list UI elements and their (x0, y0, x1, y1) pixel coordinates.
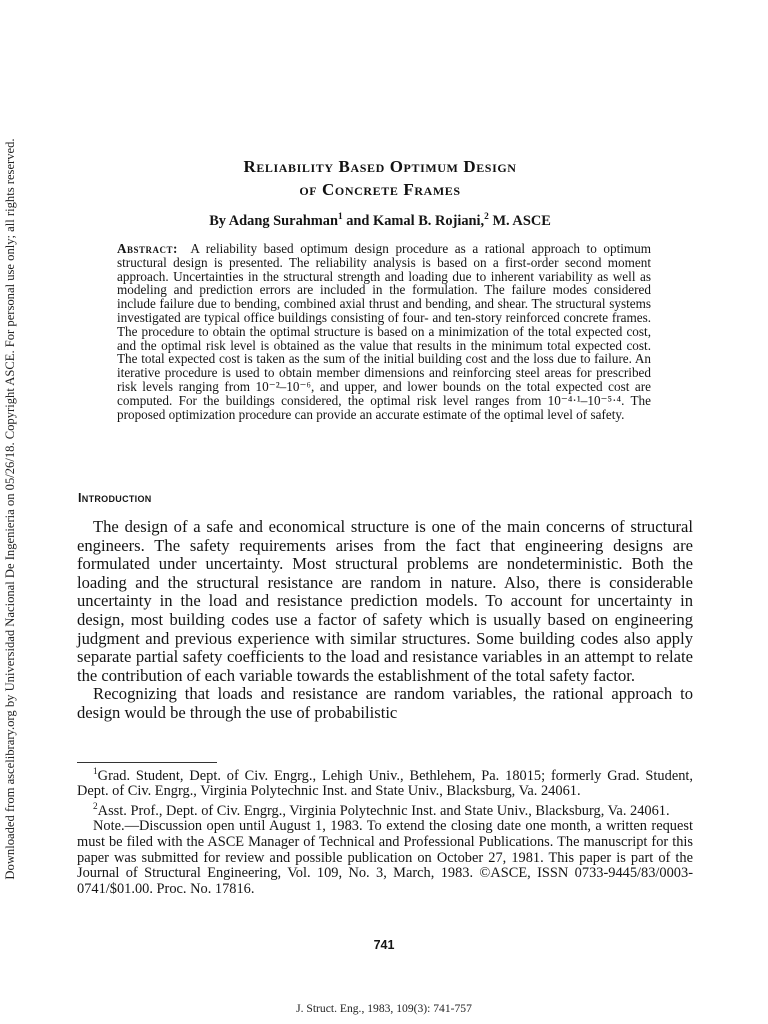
paragraph-2: Recognizing that loads and resistance are random variables, the rational approach to design would be through the use of probabilistic (77, 684, 693, 722)
byline-mid: and Kamal B. Rojiani, (342, 212, 485, 229)
footnote-2-text: Asst. Prof., Dept. of Civ. Engrg., Virginia Polytechnic Inst. and State Univ., Blacksburg, Va. 24061. (97, 802, 670, 819)
byline-suffix: M. ASCE (488, 212, 551, 229)
footnote-1-mark: 1 (93, 767, 98, 777)
footnote-2 (77, 800, 693, 819)
title-line-2: of Concrete Frames (299, 180, 461, 199)
introduction-body (77, 518, 693, 723)
paper-title (120, 155, 640, 201)
footnote-1 (77, 765, 693, 800)
footnotes (77, 765, 693, 897)
author2-footnote-mark: 2 (484, 212, 489, 222)
abstract-heading: Abstract: (117, 241, 178, 256)
abstract (117, 242, 651, 421)
discussion-note: Note.—Discussion open until August 1, 1983. To extend the closing date one month, a written request must be filed with the ASCE Manager of Technical and Professional Publications. The manuscript for this paper was submitted for review and possible publication on October 27, 1981. This paper is part of the Journal of Structural Engineering, Vol. 109, No. 3, March, 1983. ©ASCE, ISSN 0733-9445/83/0003-0741/$01.00. Proc. No. 17816. (77, 818, 693, 897)
author-byline (110, 208, 650, 230)
abstract-text: A reliability based optimum design procedure as a rational approach to optimum structural design is presented. The reliability analysis is based on a first-order second moment approach. Uncertainties in the structural strength and loading due to inherent variability as well as modeling and prediction errors are included in the formulation. The failure modes considered include failure due to bending, combined axial thrust and bending, and shear. The structural systems investigated are typical office buildings consisting of four- and ten-story reinforced concrete frames. The procedure to obtain the optimal structure is based on a minimization of the total expected cost, and the optimal risk level is obtained as the value that results in the minimum total expected cost. The total expected cost is taken as the sum of the initial building cost and the loss due to failure. An iterative procedure is used to obtain member dimensions and reinforcing steel areas for prescribed risk levels ranging from 10⁻²–10⁻⁶, and upper, and lower bounds on the total expected cost are computed. For the buildings considered, the optimal risk level ranges from 10⁻⁴·¹–10⁻⁵·⁴. The proposed optimization procedure can provide an accurate estimate of the optimal level of safety. (117, 241, 652, 422)
paragraph-1: The design of a safe and economical structure is one of the main concerns of structural engineers. The safety requirements arises from the fact that engineering designs are formulated under uncertainty. Most structural problems are nondeterministic. Both the loading and the structural resistance are random in nature. Also, there is considerable uncertainty in the load and resistance prediction models. To account for uncertainty in design, most building codes use a factor of safety which is usually based on engineering judgment and previous experience with similar structures. Some building codes also apply separate partial safety coefficients to the load and resistance variables in an attempt to relate the contribution of each variable towards the establishment of the total safety factor. (77, 517, 693, 685)
citation-footer: J. Struct. Eng., 1983, 109(3): 741-757 (296, 1002, 472, 1015)
footnote-1-text: Grad. Student, Dept. of Civ. Engrg., Lehigh Univ., Bethlehem, Pa. 18015; formerly Grad. Student, Dept. of Civ. Engrg., Virginia Polytechnic Inst. and State Univ., Blacksburg, Va. 24061. (77, 767, 693, 800)
download-watermark: Downloaded from ascelibrary.org by Universidad Nacional De Ingenieria on 05/26/18. Copyright ASCE. For personal use only; all rights reserved. (3, 138, 17, 880)
footnote-rule (77, 762, 217, 763)
footnote-2-mark: 2 (93, 801, 98, 812)
title-line-1: Reliability Based Optimum Design (243, 157, 517, 176)
page-number: 741 (373, 938, 395, 952)
section-heading-introduction: Introduction (78, 491, 152, 505)
byline-prefix: By Adang Surahman (209, 212, 338, 229)
author1-footnote-mark: 1 (337, 212, 343, 222)
